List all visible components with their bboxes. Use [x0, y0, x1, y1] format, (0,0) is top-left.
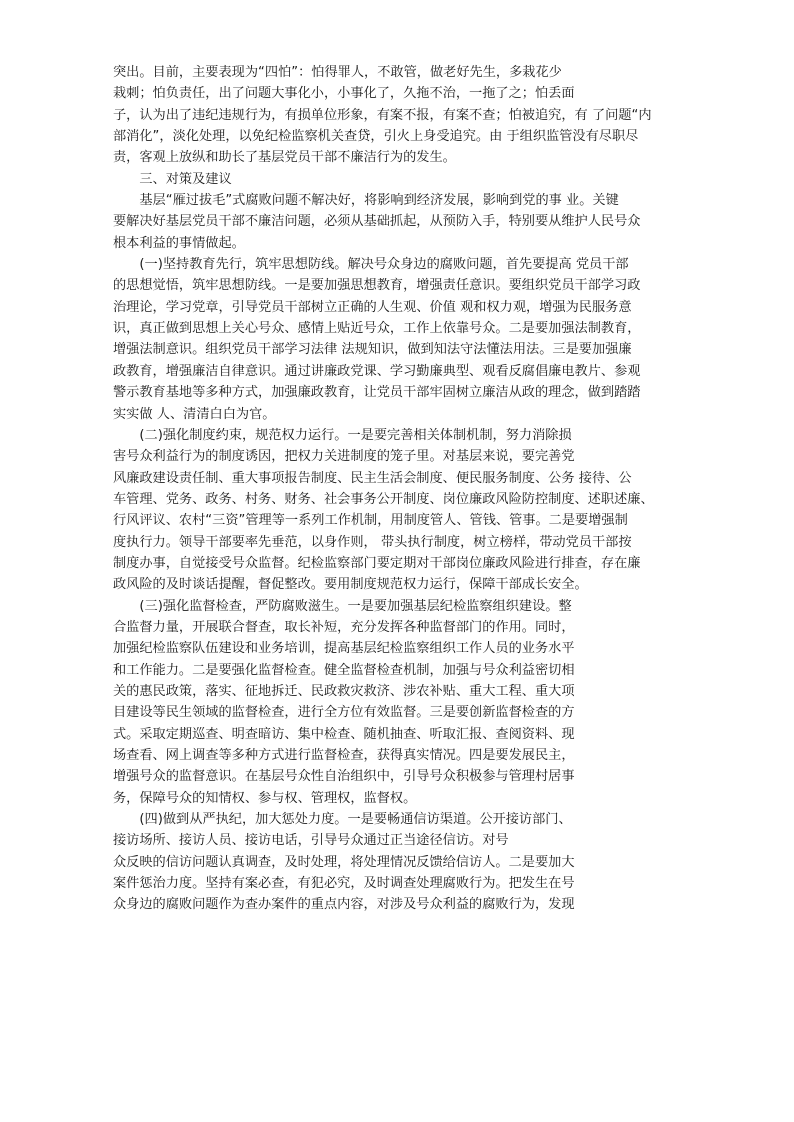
- text-line: 子，认为出了违纪违规行为，有损单位形象，有案不报，有案不查；怕被追究，有 了问题“内: [113, 107, 652, 123]
- text-line: 行风评议、农村“三资”管理等一系列工作机制，用制度管人、管钱、管事。二是要增强制: [113, 513, 628, 529]
- text-line: 识，真正做到思想上关心号众、感情上贴近号众，工作上依靠号众。二是要加强法制教育，: [113, 321, 641, 337]
- subsection-line: (二)强化制度约束，规范权力运行。一是要完善相关体制机制，努力消除损: [113, 427, 572, 443]
- text-line: 和工作能力。二是要强化监督检查。健全监督检查机制，加强与号众利益密切相: [113, 662, 575, 678]
- text-line: 案件惩治力度。坚持有案必查，有犯必究，及时调查处理腐败行为。把发生在号: [113, 876, 575, 892]
- text-line: 式。采取定期巡查、明查暗访、集中检查、随机抽查、听取汇报、查阅资料、现: [113, 726, 575, 742]
- text-line: 合监督力量，开展联合督查，取长补短，充分发挥各种监督部门的作用。同时，: [113, 619, 575, 635]
- text-line: 增强号众的监督意识。在基层号众性自治组织中，引导号众积极参与管理村居事: [113, 769, 575, 785]
- text-line: 政风险的及时谈话提醒，督促整改。要用制度规范权力运行，保障干部成长安全。: [113, 577, 588, 593]
- subsection-line: (四)做到从严执纪，加大惩处力度。一是要畅通信访渠道。公开接访部门、: [113, 812, 572, 828]
- text-line: 风廉政建设责任制、重大事项报告制度、民主生活会制度、便民服务制度、公务 接待、公: [113, 470, 632, 486]
- text-line: 警示教育基地等多种方式，加强廉政教育，让党员干部牢固树立廉洁从政的理念，做到踏踏: [113, 385, 641, 401]
- text-line: 的思想觉悟，筑牢思想防线。一是要加强思想教育，增强责任意识。要组织党员干部学习政: [113, 278, 641, 294]
- body-text: [113, 62, 693, 916]
- text-line: 增强法制意识。组织党员干部学习法律 法规知识，做到知法守法懂法用法。三是要加强廉: [113, 342, 632, 358]
- text-line: 政教育，增强廉洁自律意识。通过讲廉政党课、学习勤廉典型、观看反腐倡廉电教片、参观: [113, 363, 641, 379]
- text-line: 度执行力。领导干部要率先垂范，以身作则， 带头执行制度，树立榜样，带动党员干部按: [113, 534, 632, 550]
- text-line: 目建设等民生领域的监督检查，进行全方位有效监督。三是要创新监督检查的方: [113, 705, 575, 721]
- text-line: 部消化”，淡化处理，以免纪检监察机关查贷，引火上身受追究。由 于组织监管没有尽职尽: [113, 129, 639, 145]
- section-heading: 三、对策及建议: [113, 171, 232, 187]
- text-line: 治理论，学习党章，引导党员干部树立正确的人生观、价值 观和权力观，增强为民服务意: [113, 299, 632, 315]
- text-line: 实实做 人、清清白白为官。: [113, 406, 276, 422]
- subsection-line: (三)强化监督检查，严防腐败滋生。一是要加强基层纪检监察组织建设。整: [113, 598, 572, 614]
- text-line: 关的惠民政策，落实、征地拆迁、民政救灾救济、涉农补贴、重大工程、重大项: [113, 683, 575, 699]
- text-line: 加强纪检监察队伍建设和业务培训，提高基层纪检监察组织工作人员的业务水平: [113, 641, 575, 657]
- text-line: 突出。目前，主要表现为“四怕”：怕得罪人，不敢管，做老好先生，多栽花少: [113, 65, 562, 80]
- text-line: 务，保障号众的知情权、参与权、管理权，监督权。: [113, 790, 417, 806]
- text-line: 责，客观上放纵和助长了基层党员干部不廉洁行为的发生。: [113, 150, 456, 166]
- text-line: 基层“雁过拔毛”式腐败问题不解决好，将影响到经济发展，影响到党的事 业。关键: [113, 193, 619, 209]
- text-line: 车管理、党务、政务、村务、财务、社会事务公开制度、岗位廉政风险防控制度、述职述廉、: [113, 491, 654, 507]
- text-line: 栽刺；怕负责任，出了问题大事化小，小事化了，久拖不治，一拖了之；怕丢面: [113, 86, 575, 102]
- subsection-line: (一)坚持教育先行，筑牢思想防线。解决号众身边的腐败问题，首先要提高 党员干部: [113, 257, 629, 273]
- text-line: 接访场所、接访人员、接访电话，引导号众通过正当途径信访。对号: [113, 833, 509, 849]
- text-line: 众反映的信访问题认真调查，及时处理，将处理情况反馈给信访人。二是要加大: [113, 854, 575, 870]
- text-line: 害号众利益行为的制度诱因，把权力关进制度的笼子里。对基层来说，要完善党: [113, 449, 575, 465]
- text-line: 场查看、网上调查等多种方式进行监督检查，获得真实情况。四是要发展民主，: [113, 748, 575, 763]
- text-line: 制度办事，自觉接受号众监督。纪检监察部门要定期对干部岗位廉政风险进行排查，存在廉: [113, 555, 641, 571]
- text-line: 众身边的腐败问题作为查办案件的重点内容，对涉及号众利益的腐败行为，发现: [113, 897, 575, 913]
- text-line: 要解决好基层党员干部不廉洁问题，必须从基础抓起，从预防入手，特别要从维护人民号众: [113, 214, 641, 230]
- text-line: 根本利益的事情做起。: [113, 235, 245, 251]
